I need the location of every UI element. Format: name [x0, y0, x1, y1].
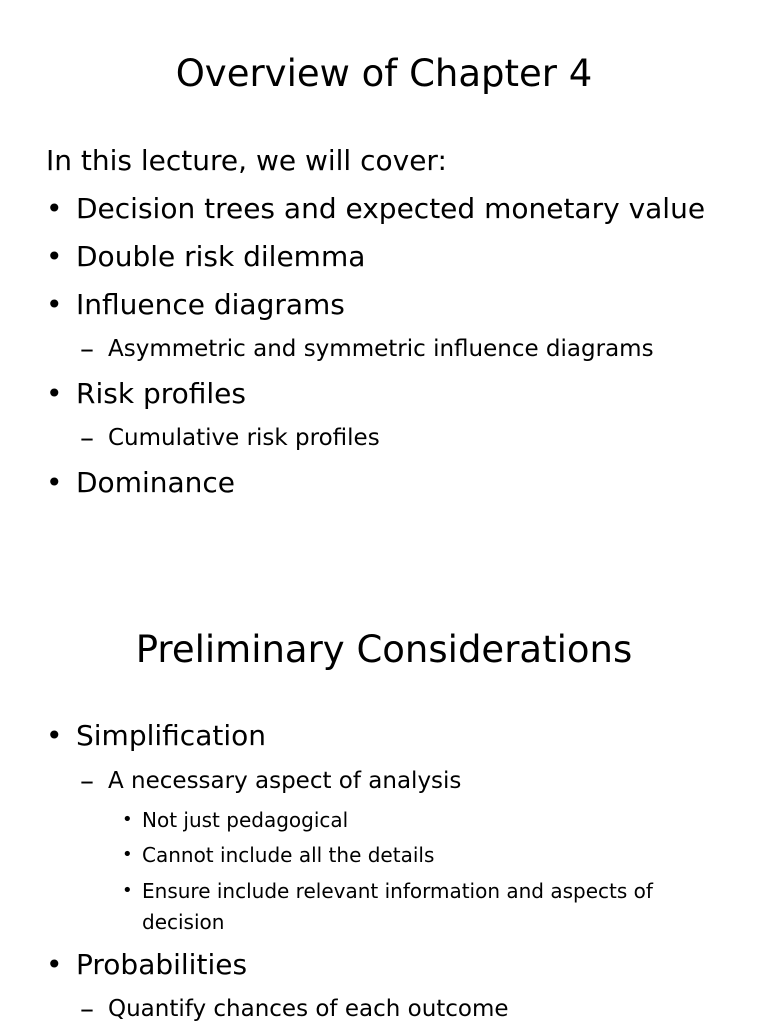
item-label: Cumulative risk profiles [108, 425, 380, 451]
bullet-item [46, 191, 706, 227]
item-label: Decision trees and expected monetary value [76, 192, 706, 225]
bullet-item [46, 718, 266, 754]
bullet-icon: • [46, 288, 63, 321]
item-label: A necessary aspect of analysis [108, 768, 462, 794]
bullet-icon: • [46, 377, 63, 410]
bullet-icon: • [46, 948, 63, 981]
sub-bullet-item [80, 764, 462, 797]
sub-sub-bullet-item [122, 806, 349, 834]
bullet-item [46, 239, 366, 275]
slide-title: Preliminary Considerations [135, 628, 633, 671]
dash-icon: – [80, 421, 94, 454]
item-label: Quantify chances of each outcome [108, 996, 509, 1022]
bullet-icon: • [122, 809, 133, 830]
item-label: Risk profiles [76, 377, 246, 410]
bullet-icon: • [122, 844, 133, 865]
item-label: Simplification [76, 719, 266, 752]
sub-sub-bullet-item [122, 841, 435, 869]
sub-bullet-item [80, 992, 509, 1025]
bullet-icon: • [46, 719, 63, 752]
bullet-icon: • [46, 192, 63, 225]
bullet-item [46, 947, 248, 983]
bullet-item [46, 376, 246, 412]
sub-bullet-item [80, 421, 380, 454]
intro-text [46, 143, 447, 179]
bullet-icon: • [46, 466, 63, 499]
item-label: decision [142, 910, 225, 934]
item-label: Cannot include all the details [142, 843, 435, 867]
sub-bullet-item [80, 332, 654, 365]
dash-icon: – [80, 992, 94, 1025]
bullet-icon: • [46, 240, 63, 273]
bullet-item [46, 287, 345, 323]
item-label: Dominance [76, 466, 236, 499]
dash-icon: – [80, 332, 94, 365]
item-label: Asymmetric and symmetric influence diagrams [108, 336, 654, 362]
item-label: Double risk dilemma [76, 240, 366, 273]
wrapped-text-line [142, 908, 224, 936]
item-label: Ensure include relevant information and aspects of [142, 879, 653, 903]
item-label: Influence diagrams [76, 288, 345, 321]
bullet-item [46, 465, 236, 501]
slide-title: Overview of Chapter 4 [175, 52, 593, 95]
item-label: Not just pedagogical [142, 808, 349, 832]
item-label: Probabilities [76, 948, 248, 981]
bullet-icon: • [122, 880, 133, 901]
sub-sub-bullet-item [122, 877, 653, 905]
intro-label: In this lecture, we will cover: [46, 144, 447, 177]
slide-overview [0, 0, 768, 512]
slide-preliminary [0, 512, 768, 1024]
dash-icon: – [80, 764, 94, 797]
